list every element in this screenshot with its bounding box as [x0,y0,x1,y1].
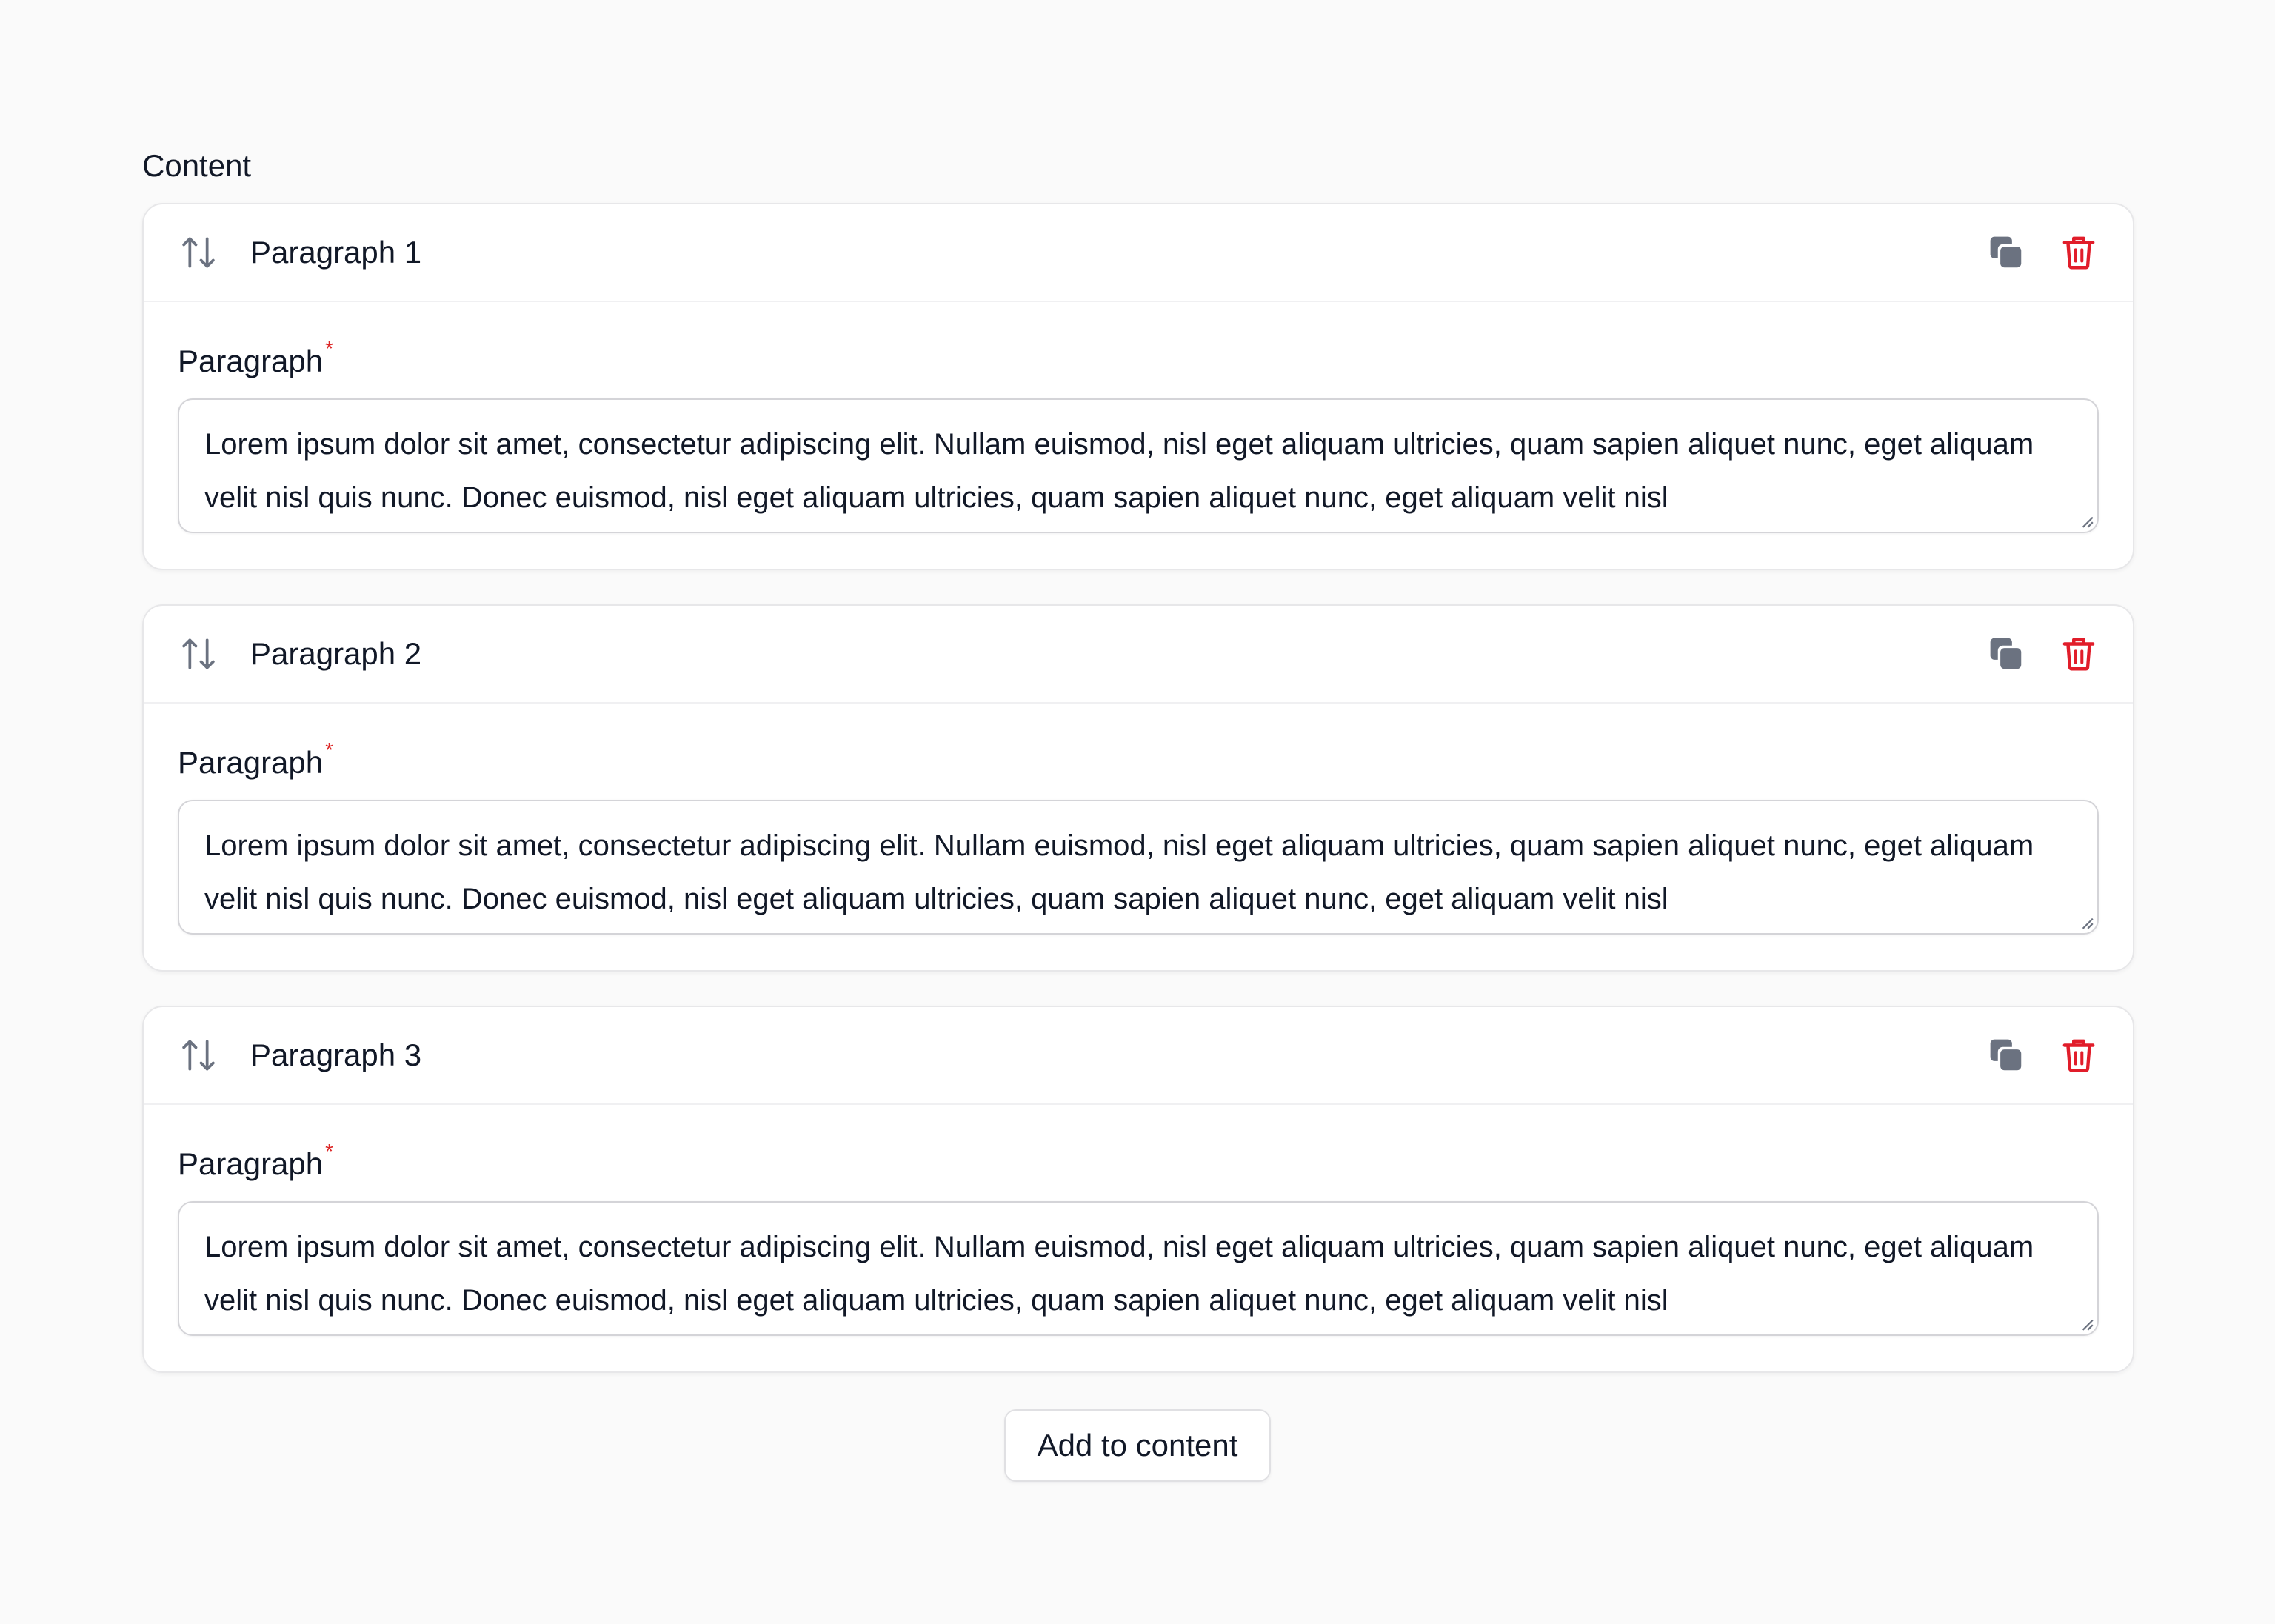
content-block-header [144,1007,2133,1105]
copy-icon [1986,1035,2026,1075]
content-block-title: Paragraph 2 [250,636,422,671]
content-block-header [144,204,2133,302]
arrows-up-down-icon [178,232,219,273]
content-block-title: Paragraph 3 [250,1037,422,1072]
add-to-content-button[interactable]: Add to content [1004,1409,1271,1482]
paragraph-textarea[interactable] [178,800,2099,935]
trash-icon [2059,233,2099,273]
required-marker: * [325,1140,334,1163]
content-block-title: Paragraph 1 [250,235,422,270]
content-block-body [144,704,2133,935]
content-block-actions [1986,1035,2099,1075]
content-block-card [142,203,2134,570]
content-block-body [144,302,2133,533]
resize-handle-icon[interactable] [2078,512,2094,529]
duplicate-button[interactable] [1986,634,2026,674]
paragraph-textarea-value: Lorem ipsum dolor sit amet, consectetur adipiscing elit. Nullam euismod, nisl eget aliquam ultricies, quam sapien aliquet nunc, eget aliquam velit nisl quis nunc. Donec euismod, nisl eget aliquam ultricies, quam sapien aliquet nunc, eget aliquam velit nisl [204,428,2034,514]
content-block-card [142,1006,2134,1373]
copy-icon [1986,233,2026,273]
paragraph-field-label [178,738,334,783]
reorder-handle[interactable] [178,232,219,273]
paragraph-field-label [178,1140,334,1185]
arrows-up-down-icon [178,633,219,675]
section-label: Content [142,148,252,183]
paragraph-textarea[interactable] [178,398,2099,533]
reorder-handle[interactable] [178,633,219,675]
content-field [142,145,2134,1407]
resize-handle-icon[interactable] [2078,1315,2094,1331]
copy-icon [1986,634,2026,674]
arrows-up-down-icon [178,1035,219,1076]
paragraph-textarea[interactable] [178,1201,2099,1336]
paragraph-label-text: Paragraph [178,1146,324,1181]
required-marker: * [325,337,334,360]
content-block-header [144,606,2133,704]
delete-button[interactable] [2059,1035,2099,1075]
paragraph-label-text: Paragraph [178,745,324,780]
paragraph-textarea-value: Lorem ipsum dolor sit amet, consectetur adipiscing elit. Nullam euismod, nisl eget aliquam ultricies, quam sapien aliquet nunc, eget aliquam velit nisl quis nunc. Donec euismod, nisl eget aliquam ultricies, quam sapien aliquet nunc, eget aliquam velit nisl [204,829,2034,915]
content-block-body [144,1105,2133,1336]
required-marker: * [325,738,334,761]
duplicate-button[interactable] [1986,1035,2026,1075]
content-block-actions [1986,233,2099,273]
reorder-handle[interactable] [178,1035,219,1076]
delete-button[interactable] [2059,634,2099,674]
trash-icon [2059,1035,2099,1075]
delete-button[interactable] [2059,233,2099,273]
paragraph-textarea-value: Lorem ipsum dolor sit amet, consectetur adipiscing elit. Nullam euismod, nisl eget aliquam ultricies, quam sapien aliquet nunc, eget aliquam velit nisl quis nunc. Donec euismod, nisl eget aliquam ultricies, quam sapien aliquet nunc, eget aliquam velit nisl [204,1231,2034,1317]
paragraph-label-text: Paragraph [178,344,324,378]
content-block-card [142,604,2134,972]
trash-icon [2059,634,2099,674]
duplicate-button[interactable] [1986,233,2026,273]
resize-handle-icon[interactable] [2078,914,2094,930]
paragraph-field-label [178,337,334,382]
content-block-actions [1986,634,2099,674]
